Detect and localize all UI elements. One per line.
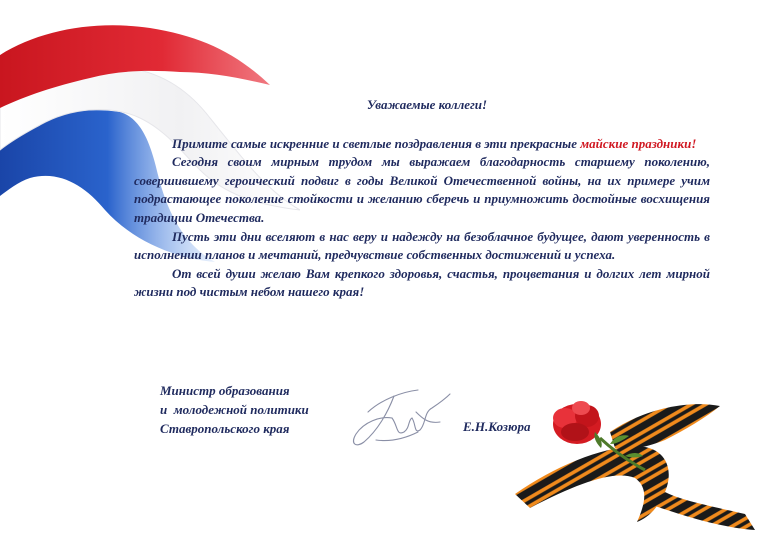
paragraph-wishes: От всей души желаю Вам крепкого здоровья, счастья, процветания и долгих лет мирной жизни под чистым небом нашего края! [134, 265, 710, 300]
signatory-title-line-2: и молодежной политики [160, 402, 309, 417]
letter-body [134, 96, 710, 302]
may-holidays-accent: майские праздники! [580, 135, 697, 151]
paragraph-congratulations-text: Примите самые искренние и светлые поздравления в эти прекрасные [172, 135, 581, 151]
paragraph-congratulations [134, 135, 710, 154]
st-george-ribbon-with-carnation [515, 396, 760, 538]
signatory-title [160, 381, 309, 438]
signatory-title-line-1: Министр образования [160, 383, 290, 398]
signatory-name: Е.Н.Козюра [463, 419, 531, 434]
handwritten-signature [346, 382, 458, 452]
paragraph-gratitude: Сегодня своим мирным трудом мы выражаем благодарность старшему поколению, совершившему героический подвиг в годы Великой Отечественной войны, на их примере учим подрастающее поколение стойкости и желанию сберечь и приумножить достойные восхищения традиции Отечества. [134, 154, 710, 225]
greeting: Уважаемые коллеги! [366, 97, 488, 112]
paragraph-hope: Пусть эти дни вселяют в нас веру и надежду на безоблачное будущее, дают уверенность в исполнении планов и мечтаний, предчувствие собственных достижений и успеха. [134, 228, 710, 263]
signatory-title-line-3: Ставропольского края [160, 421, 290, 436]
